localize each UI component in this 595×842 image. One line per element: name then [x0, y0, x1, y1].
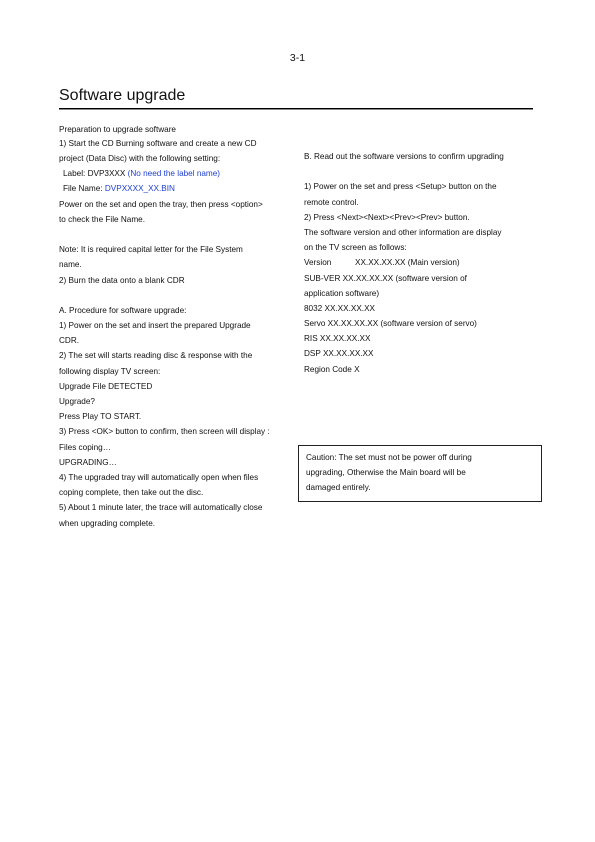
- readout-info-line1: The software version and other information are display: [304, 227, 502, 237]
- filename-value: DVPXXXX_XX.BIN: [104, 184, 175, 194]
- proc-step5-line2: when upgrading complete.: [59, 518, 156, 528]
- readout-step1-line1: 1) Power on the set and press <Setup> button on the: [304, 182, 497, 192]
- version-key: Version: [304, 258, 332, 268]
- servo-version: Servo XX.XX.XX.XX (software version of servo): [304, 319, 477, 329]
- readout-step2: 2) Press <Next><Next><Prev><Prev> button.: [304, 212, 470, 222]
- procedure-heading: A. Procedure for software upgrade:: [59, 305, 187, 315]
- proc-step5-line1: 5) About 1 minute later, the trace will automatically close: [59, 503, 263, 513]
- prep-step1-line2: project (Data Disc) with the following setting:: [59, 154, 221, 163]
- filename-prefix: File Name:: [63, 184, 105, 194]
- proc-step4-line2: coping complete, then take out the disc.: [59, 488, 204, 498]
- version-row: [304, 255, 539, 270]
- spacer: [59, 227, 291, 242]
- power-instruction-line1: Power on the set and open the tray, then press <option>: [59, 199, 263, 209]
- dsp-version: DSP XX.XX.XX.XX: [304, 349, 374, 359]
- proc-step2-line2: following display TV screen:: [59, 366, 161, 376]
- label-setting: [59, 166, 291, 181]
- page-number: 3-1: [289, 52, 306, 64]
- subver-line2: application software): [304, 288, 380, 298]
- preparation-heading: Preparation to upgrade software: [59, 125, 176, 134]
- note-line2: name.: [59, 260, 82, 270]
- caution-line3: damaged entirely.: [306, 483, 371, 493]
- ris-version: RIS XX.XX.XX.XX: [304, 334, 371, 344]
- screen-message-press-play: Press Play TO START.: [59, 412, 142, 422]
- filename-setting: [59, 181, 291, 196]
- proc-step3: 3) Press <OK> button to confirm, then screen will display :: [59, 427, 270, 437]
- version-value: XX.XX.XX.XX (Main version): [355, 258, 460, 268]
- proc-step4-line1: 4) The upgraded tray will automatically open when files: [59, 472, 259, 482]
- prep-step2: 2) Burn the data onto a blank CDR: [59, 275, 185, 285]
- readout-heading: B. Read out the software versions to confirm upgrading: [304, 152, 504, 161]
- screen-message-detected: Upgrade File DETECTED: [59, 381, 153, 391]
- screen-message-files-coping: Files coping…: [59, 442, 111, 452]
- proc-step2-line1: 2) The set will starts reading disc & response with the: [59, 351, 253, 361]
- proc-step1-line1: 1) Power on the set and insert the prepared Upgrade: [59, 321, 251, 331]
- readout-step1-line2: remote control.: [304, 197, 359, 207]
- left-column: [59, 123, 291, 531]
- label-note: (No need the label name): [127, 169, 221, 179]
- caution-line1: Caution: The set must not be power off during: [306, 453, 472, 462]
- label-prefix: Label: DVP3XXX: [63, 169, 128, 179]
- proc-step1-line2: CDR.: [59, 336, 80, 346]
- region-code: Region Code X: [304, 364, 360, 374]
- subver-line1: SUB-VER XX.XX.XX.XX (software version of: [304, 273, 467, 283]
- prep-step1-line1: 1) Start the CD Burning software and create a new CD: [59, 139, 257, 148]
- page-title: Software upgrade: [59, 87, 186, 104]
- caution-line2: upgrading, Otherwise the Main board will be: [306, 468, 466, 478]
- right-column: [304, 149, 539, 377]
- spacer: [59, 288, 291, 303]
- spacer: [304, 164, 539, 179]
- caution-box: [298, 445, 542, 502]
- chip-version: 8032 XX.XX.XX.XX: [304, 303, 376, 313]
- readout-info-line2: on the TV screen as follows:: [304, 243, 407, 253]
- screen-message-upgrading: UPGRADING…: [59, 457, 117, 467]
- power-instruction-line2: to check the File Name.: [59, 214, 146, 224]
- note-line1: Note: It is required capital letter for the File System: [59, 245, 243, 255]
- screen-message-upgrade: Upgrade?: [59, 397, 95, 406]
- title-rule: [59, 108, 533, 110]
